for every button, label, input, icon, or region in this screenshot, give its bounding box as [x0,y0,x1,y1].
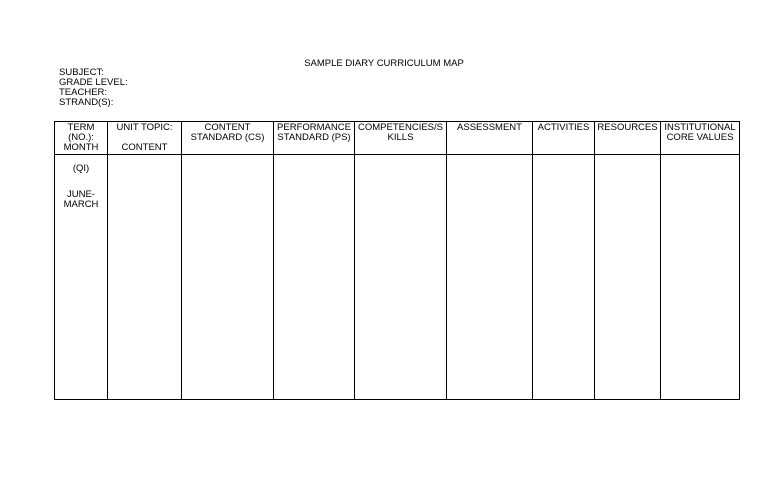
term-range-line-1: JUNE- [67,189,95,200]
header-resources [595,122,661,155]
header-competencies-skills-line-1: COMPETENCIES/S [358,122,443,133]
header-content-standard-line-2: STANDARD (CS) [190,132,265,143]
grade-level-label: GRADE LEVEL: [59,77,128,88]
header-assessment-label: ASSESSMENT [457,122,522,133]
strands-label: STRAND(S): [59,97,114,108]
header-performance-standard [274,122,355,155]
header-term-line-1: TERM [67,122,95,133]
header-row [55,122,740,155]
header-performance-standard-line-2: STANDARD (PS) [277,132,351,143]
cell-term [55,155,108,400]
header-competencies-skills [355,122,447,155]
document-title: SAMPLE DIARY CURRICULUM MAP [304,58,464,69]
cell-assessment [447,155,533,400]
teacher-label: TEACHER: [59,87,108,98]
cell-unit-topic [108,155,182,400]
header-unit-topic [108,122,182,155]
header-institutional-core-values-line-2: CORE VALUES [666,132,734,143]
header-term [55,122,108,155]
header-unit-topic-line-2: CONTENT [121,142,168,153]
cell-resources [595,155,661,400]
header-competencies-skills-line-2: KILLS [387,132,414,143]
header-assessment [447,122,533,155]
cell-content-standard [182,155,274,400]
term-quarter-text: (QI) [72,163,90,174]
term-range-line-2: MARCH [63,199,99,210]
document-meta-fields [59,68,128,108]
cell-activities [533,155,595,400]
subject-label: SUBJECT: [59,67,104,78]
table-row [55,155,740,400]
header-resources-label: RESOURCES [597,122,658,133]
header-performance-standard-line-1: PERFORMANCE [277,122,351,133]
cell-competencies-skills [355,155,447,400]
header-activities-label: ACTIVITIES [537,122,590,133]
curriculum-map-table [54,121,740,400]
header-content-standard [182,122,274,155]
header-term-line-2: (NO.): [68,132,94,143]
cell-performance-standard [274,155,355,400]
header-activities [533,122,595,155]
header-term-line-3: MONTH [63,142,99,153]
header-unit-topic-line-1: UNIT TOPIC: [116,122,173,133]
header-content-standard-line-1: CONTENT [204,122,251,133]
cell-institutional-core-values [661,155,740,400]
header-institutional-core-values-line-1: INSTITUTIONAL [664,122,736,133]
header-institutional-core-values [661,122,740,155]
